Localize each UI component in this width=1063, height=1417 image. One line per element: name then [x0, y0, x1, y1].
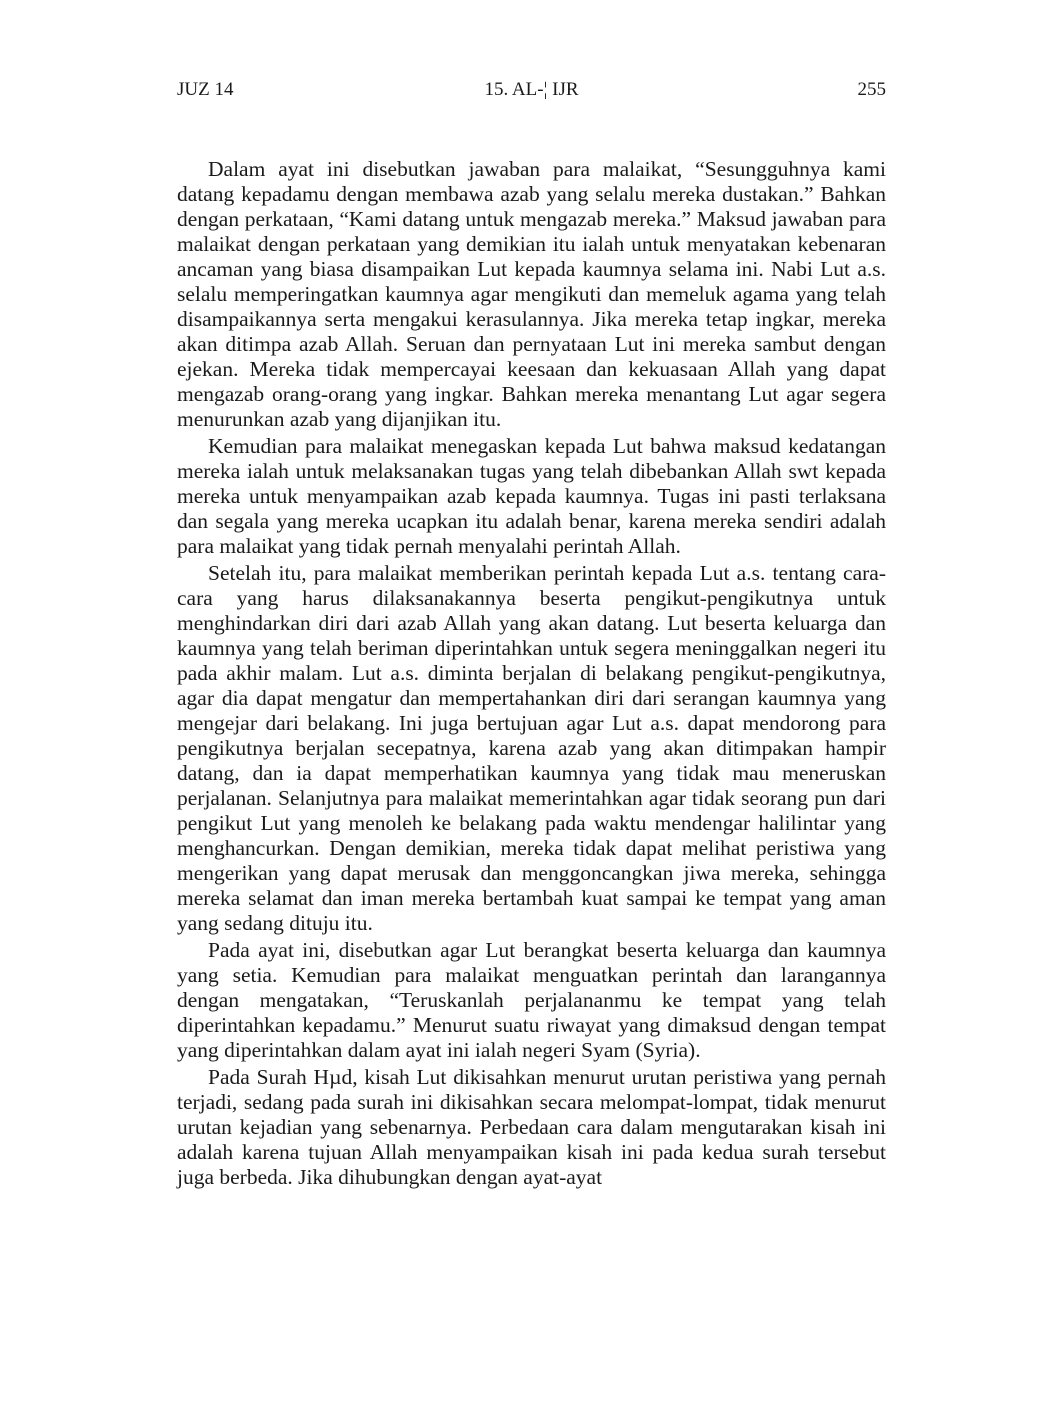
body-text — [177, 157, 886, 1192]
paragraph: Setelah itu, para malaikat memberikan perintah kepada Lut a.s. tentang cara-cara yang harus dilaksanakannya beserta pengikut-pengikutnya untuk menghindarkan diri dari azab Allah yang akan datang. Lut beserta keluarga dan kaumnya yang telah beriman diperintahkan untuk segera meninggalkan negeri itu pada akhir malam. Lut a.s. diminta berjalan di belakang pengikut-pengikutnya, agar dia dapat mengatur dan mempertahankan diri dari serangan kaumnya yang mengejar dari belakang. Ini juga bertujuan agar Lut a.s. dapat mendorong para pengikutnya berjalan secepatnya, karena azab yang akan ditimpakan hampir datang, dan ia dapat memperhatikan kaumnya yang tidak mau meneruskan perjalanan. Selanjutnya para malaikat memerintahkan agar tidak seorang pun dari pengikut Lut yang menoleh ke belakang pada waktu mendengar halilintar yang menghancurkan. Dengan demikian, mereka tidak dapat melihat peristiwa yang mengerikan yang dapat merusak dan menggoncangkan jiwa mereka, sehingga mereka selamat dan iman mereka bertambah kuat sampai ke tempat yang aman yang sedang dituju itu. — [177, 561, 886, 935]
paragraph: Dalam ayat ini disebutkan jawaban para malaikat, “Sesungguhnya kami datang kepadamu dengan membawa azab yang selalu mereka dustakan.” Bahkan dengan perkataan, “Kami datang untuk mengazab mereka.” Maksud jawaban para malaikat dengan perkataan yang demikian itu ialah untuk menyatakan kebenaran ancaman yang biasa disampaikan Lut kepada kaumnya selama ini. Nabi Lut a.s. selalu memperingatkan kaumnya agar mengikuti dan memeluk agama yang telah disampaikannya serta mengakui kerasulannya. Jika mereka tetap ingkar, mereka akan ditimpa azab Allah. Seruan dan pernyataan Lut ini mereka sambut dengan ejekan. Mereka tidak mempercayai keesaan dan kekuasaan Allah yang dapat mengazab orang-orang yang ingkar. Bahkan mereka menantang Lut agar segera menurunkan azab yang dijanjikan itu. — [177, 157, 886, 431]
page-number: 255 — [857, 79, 886, 100]
running-header — [177, 78, 886, 102]
paragraph: Kemudian para malaikat menegaskan kepada Lut bahwa maksud kedatangan mereka ialah untuk melaksanakan tugas yang telah dibebankan Allah swt kepada mereka untuk menyampaikan azab kepada kaumnya. Tugas ini pasti terlaksana dan segala yang mereka ucapkan itu adalah benar, karena mereka sendiri adalah para malaikat yang tidak pernah menyalahi perintah Allah. — [177, 434, 886, 558]
paragraph: Pada Surah Hµd, kisah Lut dikisahkan menurut urutan peristiwa yang pernah terjadi, sedang pada surah ini dikisahkan secara melompat-lompat, tidak menurut urutan kejadian yang sebenarnya. Perbedaan cara dalam mengutarakan kisah ini adalah karena tujuan Allah menyampaikan kisah ini pada kedua surah tersebut juga berbeda. Jika dihubungkan dengan ayat-ayat — [177, 1065, 886, 1189]
surah-title: 15. AL-¦ IJR — [484, 79, 579, 100]
juz-label: JUZ 14 — [177, 79, 234, 100]
page — [177, 0, 886, 1417]
paragraph: Pada ayat ini, disebutkan agar Lut berangkat beserta keluarga dan kaumnya yang setia. Kemudian para malaikat menguatkan perintah dan larangannya dengan mengatakan, “Teruskanlah perjalananmu ke tempat yang telah diperintahkan kepadamu.” Menurut suatu riwayat yang dimaksud dengan tempat yang diperintahkan dalam ayat ini ialah negeri Syam (Syria). — [177, 938, 886, 1062]
